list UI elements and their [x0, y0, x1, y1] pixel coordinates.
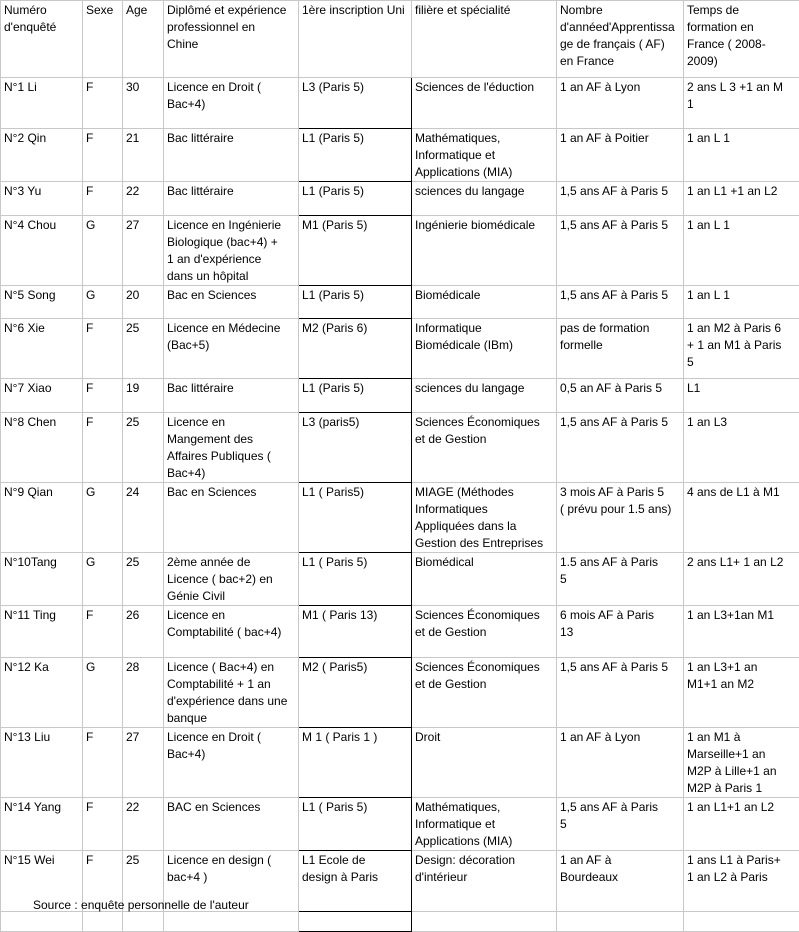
table-cell — [299, 851, 412, 912]
cell-text: F — [86, 414, 119, 431]
cell-text: F — [86, 607, 119, 624]
header-cell: Nombre d'annéed'Apprentissa ge de français ( AF) en France — [557, 1, 684, 78]
cell-text: 25 — [126, 554, 160, 571]
cell-text: Bac en Sciences — [167, 484, 295, 501]
table-cell — [164, 606, 299, 658]
cell-text: Sciences Économiques et de Gestion — [415, 607, 553, 641]
table-cell — [299, 78, 412, 129]
table-cell — [164, 78, 299, 129]
cell-text: 19 — [126, 380, 160, 397]
table-cell — [412, 216, 557, 286]
table-cell — [557, 216, 684, 286]
cell-text: 1 an L 1 — [687, 130, 796, 147]
table-cell — [299, 182, 412, 216]
table-cell — [412, 851, 557, 912]
table-cell — [123, 286, 164, 319]
table-cell — [412, 553, 557, 606]
cell-text: 27 — [126, 217, 160, 234]
cell-text: Licence en Médecine (Bac+5) — [167, 320, 295, 354]
table-cell — [412, 379, 557, 413]
cell-text: 1 an AF à Lyon — [560, 79, 680, 96]
table-cell — [684, 728, 799, 798]
table-cell — [1, 606, 83, 658]
table-cell — [299, 798, 412, 851]
table-cell — [123, 553, 164, 606]
table-cell — [123, 728, 164, 798]
cell-text: 1 an L 1 — [687, 287, 796, 304]
table-cell — [412, 658, 557, 728]
header-cell: filière et spécialité — [412, 1, 557, 78]
table-cell — [557, 319, 684, 379]
cell-text: 1 an L3 — [687, 414, 796, 431]
cell-text: L1 (Paris 5) — [302, 183, 408, 200]
cell-text: 26 — [126, 607, 160, 624]
header-cell: 1ère inscription Uni — [299, 1, 412, 78]
cell-text: N°5 Song — [4, 287, 79, 304]
table-cell — [412, 129, 557, 182]
cell-text: F — [86, 320, 119, 337]
table-cell — [83, 286, 123, 319]
cell-text: 25 — [126, 414, 160, 431]
cell-text: 1,5 ans AF à Paris 5 — [560, 414, 680, 431]
cell-text: F — [86, 799, 119, 816]
cell-text: F — [86, 729, 119, 746]
cell-text: L1 (Paris 5) — [302, 380, 408, 397]
cell-text: M2 ( Paris5) — [302, 659, 408, 676]
cell-text: N°15 Wei — [4, 852, 79, 869]
table-cell — [412, 182, 557, 216]
table-row — [1, 606, 799, 658]
table-row — [1, 286, 799, 319]
cell-text: N°11 Ting — [4, 607, 79, 624]
cell-text: F — [86, 852, 119, 869]
cell-text: L1 — [687, 380, 796, 397]
cell-text: 1 an L3+1 an M1+1 an M2 — [687, 659, 796, 693]
table-cell — [412, 798, 557, 851]
header-cell: Diplômé et expérience professionnel en Chine — [164, 1, 299, 78]
cell-text: 1 an L 1 — [687, 217, 796, 234]
table-cell — [83, 728, 123, 798]
cell-text: N°9 Qian — [4, 484, 79, 501]
cell-text: Bac en Sciences — [167, 287, 295, 304]
cell-text: N°12 Ka — [4, 659, 79, 676]
cell-text: M1 (Paris 5) — [302, 217, 408, 234]
cell-text: L3 (Paris 5) — [302, 79, 408, 96]
cell-text: 1 an L3+1an M1 — [687, 607, 796, 624]
cell-text: L1 (Paris 5) — [302, 130, 408, 147]
table-cell — [557, 798, 684, 851]
table-cell — [557, 129, 684, 182]
cell-text: L1 Ecole de design à Paris — [302, 852, 408, 886]
cell-text: Sciences Économiques et de Gestion — [415, 659, 553, 693]
table-cell — [83, 78, 123, 129]
table-row — [1, 728, 799, 798]
table-cell — [412, 413, 557, 483]
cell-text: 1 an M1 à Marseille+1 an M2P à Lille+1 an M2P à Paris 1 — [687, 729, 796, 797]
table-cell — [684, 78, 799, 129]
table-cell — [684, 553, 799, 606]
table-cell — [164, 553, 299, 606]
cell-text: BAC en Sciences — [167, 799, 295, 816]
table-cell — [83, 129, 123, 182]
survey-table-body — [1, 1, 799, 932]
cell-text: N°8 Chen — [4, 414, 79, 431]
cell-text: pas de formation formelle — [560, 320, 680, 354]
cell-text: 28 — [126, 659, 160, 676]
cell-text: G — [86, 287, 119, 304]
table-cell — [299, 606, 412, 658]
table-cell — [1, 658, 83, 728]
cell-text: 21 — [126, 130, 160, 147]
cell-text: G — [86, 554, 119, 571]
cell-text: Informatique Biomédicale (IBm) — [415, 320, 553, 354]
cell-text: Biomédicale — [415, 287, 553, 304]
cell-text: 1,5 ans AF à Paris 5 — [560, 659, 680, 676]
cell-text: Licence en Mangement des Affaires Publiques ( Bac+4) — [167, 414, 295, 482]
cell-text: L1 (Paris 5) — [302, 287, 408, 304]
table-cell — [557, 286, 684, 319]
table-row — [1, 413, 799, 483]
cell-text: N°1 Li — [4, 79, 79, 96]
table-cell — [684, 483, 799, 553]
table-cell — [1, 216, 83, 286]
cell-text: L3 (paris5) — [302, 414, 408, 431]
cell-text: G — [86, 484, 119, 501]
table-cell — [299, 553, 412, 606]
table-cell — [164, 379, 299, 413]
cell-text: 1 an L1 +1 an L2 — [687, 183, 796, 200]
table-cell — [164, 658, 299, 728]
table-row — [1, 658, 799, 728]
table-cell — [1, 798, 83, 851]
cell-text: F — [86, 183, 119, 200]
table-cell — [123, 216, 164, 286]
table-cell — [299, 129, 412, 182]
cell-text: 1.5 ans AF à Paris 5 — [560, 554, 680, 588]
cell-text: 27 — [126, 729, 160, 746]
cell-text: 25 — [126, 320, 160, 337]
cell-text: Bac littéraire — [167, 183, 295, 200]
table-cell — [299, 413, 412, 483]
cell-text: Bac littéraire — [167, 380, 295, 397]
table-cell — [123, 483, 164, 553]
cell-text: N°14 Yang — [4, 799, 79, 816]
cell-text: sciences du langage — [415, 380, 553, 397]
cell-text: MIAGE (Méthodes Informatiques Appliquées dans la Gestion des Entreprises — [415, 484, 553, 552]
table-cell — [412, 319, 557, 379]
table-cell — [299, 658, 412, 728]
table-cell — [412, 78, 557, 129]
table-cell — [557, 606, 684, 658]
table-cell — [299, 286, 412, 319]
table-cell — [164, 798, 299, 851]
cell-text: Mathématiques, Informatique et Applications (MIA) — [415, 799, 553, 850]
table-cell — [557, 728, 684, 798]
cell-text: Licence en Droit ( Bac+4) — [167, 729, 295, 763]
table-cell — [557, 851, 684, 912]
table-cell — [557, 379, 684, 413]
cell-text: 1 an M2 à Paris 6 + 1 an M1 à Paris 5 — [687, 320, 796, 371]
cell-text: 4 ans de L1 à M1 — [687, 484, 796, 501]
cell-text: F — [86, 380, 119, 397]
table-row — [1, 483, 799, 553]
table-cell — [123, 129, 164, 182]
table-row — [1, 319, 799, 379]
cell-text: 1 an AF à Poitier — [560, 130, 680, 147]
table-cell — [412, 606, 557, 658]
table-cell — [1, 413, 83, 483]
table-cell — [684, 851, 799, 912]
table-cell — [557, 413, 684, 483]
cell-text: Bac littéraire — [167, 130, 295, 147]
table-cell — [83, 182, 123, 216]
table-cell — [123, 182, 164, 216]
cell-text: L1 ( Paris 5) — [302, 799, 408, 816]
table-row — [1, 78, 799, 129]
table-cell — [164, 216, 299, 286]
table-cell — [1, 483, 83, 553]
table-cell — [557, 553, 684, 606]
cell-text: Ingénierie biomédicale — [415, 217, 553, 234]
header-cell: Numéro d'enquêté — [1, 1, 83, 78]
table-cell — [83, 413, 123, 483]
cell-text: 2 ans L1+ 1 an L2 — [687, 554, 796, 571]
table-cell — [557, 182, 684, 216]
cell-text: 0,5 an AF à Paris 5 — [560, 380, 680, 397]
table-row — [1, 798, 799, 851]
cell-text: M1 ( Paris 13) — [302, 607, 408, 624]
cell-text: N°2 Qin — [4, 130, 79, 147]
table-cell — [412, 728, 557, 798]
cell-text: 1 ans L1 à Paris+ 1 an L2 à Paris — [687, 852, 796, 886]
cell-text: Licence en Ingénierie Biologique (bac+4) + 1 an d'expérience dans un hôpital — [167, 217, 295, 285]
cell-text: L1 ( Paris 5) — [302, 554, 408, 571]
table-row — [1, 553, 799, 606]
table-cell — [684, 129, 799, 182]
cell-text: G — [86, 217, 119, 234]
cell-text: 1 an AF à Lyon — [560, 729, 680, 746]
cell-text: 25 — [126, 852, 160, 869]
table-cell — [123, 319, 164, 379]
table-cell — [1, 129, 83, 182]
table-cell — [123, 413, 164, 483]
cell-text: F — [86, 130, 119, 147]
table-cell — [164, 319, 299, 379]
table-cell — [83, 216, 123, 286]
table-cell — [164, 129, 299, 182]
table-cell — [1, 728, 83, 798]
table-cell — [1, 286, 83, 319]
table-cell — [83, 553, 123, 606]
table-cell — [684, 319, 799, 379]
table-cell — [123, 379, 164, 413]
table-cell — [557, 483, 684, 553]
table-row — [1, 216, 799, 286]
header-row — [1, 1, 799, 78]
cell-text: Licence en Droit ( Bac+4) — [167, 79, 295, 113]
cell-text: N°4 Chou — [4, 217, 79, 234]
header-cell: Temps de formation en France ( 2008- 2009) — [684, 1, 799, 78]
source-note: Source : enquête personnelle de l'auteur — [33, 898, 249, 912]
table-cell — [299, 483, 412, 553]
cell-text: 1,5 ans AF à Paris 5 — [560, 799, 680, 833]
table-cell — [164, 182, 299, 216]
table-cell — [684, 413, 799, 483]
table-cell — [123, 798, 164, 851]
table-cell — [412, 483, 557, 553]
table-cell — [83, 483, 123, 553]
table-cell — [164, 728, 299, 798]
cell-text: 2 ans L 3 +1 an M 1 — [687, 79, 796, 113]
cell-text: Sciences Économiques et de Gestion — [415, 414, 553, 448]
cell-text: 1,5 ans AF à Paris 5 — [560, 217, 680, 234]
table-cell — [164, 286, 299, 319]
cell-text: 22 — [126, 799, 160, 816]
table-cell — [412, 286, 557, 319]
cell-text: Licence en design ( bac+4 ) — [167, 852, 295, 886]
table-cell — [299, 379, 412, 413]
table-cell — [557, 78, 684, 129]
cell-text: N°10Tang — [4, 554, 79, 571]
table-cell — [299, 319, 412, 379]
table-cell — [83, 319, 123, 379]
cell-text: 30 — [126, 79, 160, 96]
table-cell — [684, 379, 799, 413]
cell-text: 1 an L1+1 an L2 — [687, 799, 796, 816]
table-cell — [123, 78, 164, 129]
table-cell — [83, 798, 123, 851]
cell-text: Biomédical — [415, 554, 553, 571]
table-cell — [83, 658, 123, 728]
header-cell: Age — [123, 1, 164, 78]
table-cell — [684, 216, 799, 286]
cell-text: M2 (Paris 6) — [302, 320, 408, 337]
table-cell — [299, 728, 412, 798]
table-cell — [684, 658, 799, 728]
table-row — [1, 129, 799, 182]
cell-text: Design: décoration d'intérieur — [415, 852, 553, 886]
cell-text: L1 ( Paris5) — [302, 484, 408, 501]
cell-text: F — [86, 79, 119, 96]
table-cell — [684, 286, 799, 319]
table-cell — [299, 216, 412, 286]
cell-text: 1 an AF à Bourdeaux — [560, 852, 680, 886]
table-cell — [83, 379, 123, 413]
cell-text: Licence ( Bac+4) en Comptabilité + 1 an d'expérience dans une banque — [167, 659, 295, 727]
cell-text: 3 mois AF à Paris 5 ( prévu pour 1.5 ans) — [560, 484, 680, 518]
cell-text: N°7 Xiao — [4, 380, 79, 397]
cell-text: N°3 Yu — [4, 183, 79, 200]
table-cell — [123, 606, 164, 658]
cell-text: 22 — [126, 183, 160, 200]
table-row — [1, 379, 799, 413]
table-cell — [1, 78, 83, 129]
table-cell — [684, 606, 799, 658]
cell-text: 24 — [126, 484, 160, 501]
cell-text: G — [86, 659, 119, 676]
table-cell — [83, 606, 123, 658]
table-cell — [164, 413, 299, 483]
cell-text: Licence en Comptabilité ( bac+4) — [167, 607, 295, 641]
cell-text: 1,5 ans AF à Paris 5 — [560, 287, 680, 304]
table-cell — [123, 658, 164, 728]
table-cell — [1, 379, 83, 413]
cell-text: N°13 Liu — [4, 729, 79, 746]
cell-text: Sciences de l'éduction — [415, 79, 553, 96]
table-row — [1, 182, 799, 216]
cell-text: Droit — [415, 729, 553, 746]
cell-text: 6 mois AF à Paris 13 — [560, 607, 680, 641]
table-cell — [684, 798, 799, 851]
table-cell — [1, 182, 83, 216]
table-cell — [164, 483, 299, 553]
cell-text: Mathématiques, Informatique et Applications (MIA) — [415, 130, 553, 181]
cell-text: 1,5 ans AF à Paris 5 — [560, 183, 680, 200]
cell-text: N°6 Xie — [4, 320, 79, 337]
table-cell — [1, 553, 83, 606]
cell-text: M 1 ( Paris 1 ) — [302, 729, 408, 746]
cell-text: 2ème année de Licence ( bac+2) en Génie Civil — [167, 554, 295, 605]
cell-text: 20 — [126, 287, 160, 304]
table-cell — [684, 182, 799, 216]
cell-text: sciences du langage — [415, 183, 553, 200]
table-cell — [557, 658, 684, 728]
header-cell: Sexe — [83, 1, 123, 78]
table-cell — [1, 319, 83, 379]
